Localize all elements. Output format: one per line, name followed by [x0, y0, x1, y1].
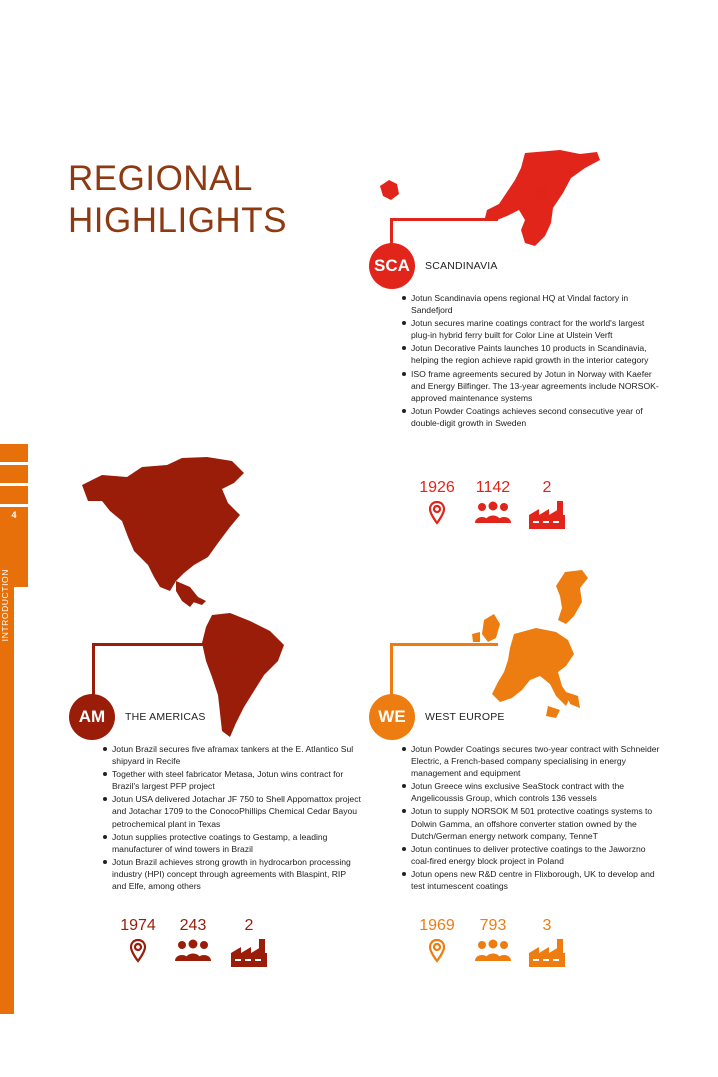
list-item: Jotun to supply NORSOK M 501 protective coatings systems to Dolwin Gamma, an offshore converter station owned by the Dutch/German energy network company, TenneT: [411, 805, 661, 841]
list-item: Jotun Decorative Paints launches 10 products in Scandinavia, helping the region achieve rapid growth in the interior category: [411, 342, 661, 366]
sidebar-tab[interactable]: [0, 444, 28, 462]
americas-name: THE AMERICAS: [125, 711, 206, 723]
scandinavia-year-stat: [412, 479, 462, 525]
west-europe-name: WEST EUROPE: [425, 711, 505, 723]
americas-employees-stat: [168, 917, 218, 961]
list-item: Jotun Scandinavia opens regional HQ at Vindal factory in Sandefjord: [411, 292, 661, 316]
west-europe-employees-stat: [468, 917, 518, 961]
americas-year-stat: [113, 917, 163, 963]
west-europe-connector: [390, 643, 498, 701]
sidebar-tab[interactable]: [0, 486, 28, 504]
page-title: [68, 158, 287, 242]
scandinavia-factories-stat: [524, 479, 570, 529]
list-item: Jotun USA delivered Jotachar JF 750 to Shell Appomattox project and Jotachar 1709 to the ConocoPhillips Chemical Cedar Bayou petrochemical plant in Texas: [112, 794, 361, 829]
scandinavia-badge: SCA: [369, 243, 415, 289]
scandinavia-employees-stat: [468, 479, 518, 523]
stat-value: 3: [542, 917, 552, 934]
west-europe-factories-stat: [524, 917, 570, 967]
list-item: Jotun Brazil secures five aframax tankers at the E. Atlantico Sul shipyard in Recife: [112, 743, 362, 767]
west-europe-bullets: [399, 743, 661, 893]
list-item: Jotun supplies protective coatings to Gestamp, a leading manufacturer of wind towers in Brazil: [112, 831, 362, 855]
sidebar: [0, 444, 28, 642]
americas-factories-stat: [226, 917, 272, 967]
factory-icon: [229, 939, 269, 967]
west-europe-badge: WE: [369, 694, 415, 740]
scandinavia-name: SCANDINAVIA: [425, 260, 498, 272]
people-icon: [474, 501, 512, 523]
stat-value: 1969: [419, 917, 455, 934]
people-icon: [474, 939, 512, 961]
stat-value: 1142: [475, 479, 511, 496]
section-label: INTRODUCTION: [0, 569, 10, 642]
list-item: Together with steel fabricator Metasa, Jotun wins contract for Brazil's largest PFP project: [112, 768, 362, 792]
list-item: Jotun Brazil achieves strong growth in hydrocarbon processing industry (HPI) concept through agreements with Blaspint, RIP and Elfe, among others: [112, 856, 362, 892]
americas-bullets: [100, 743, 362, 893]
list-item: Jotun Greece wins exclusive SeaStock contract with the Angelicoussis Group, which controls 136 vessels: [411, 780, 661, 804]
list-item: Jotun Powder Coatings achieves second consecutive year of double-digit growth in Sweden: [411, 405, 661, 429]
people-icon: [174, 939, 212, 961]
list-item: ISO frame agreements secured by Jotun in Norway with Kaefer and Energy Bilfinger. The 13-year agreements include NORSOK-approved maintenance systems: [411, 368, 661, 404]
factory-icon: [527, 501, 567, 529]
page-number: 4: [11, 510, 17, 520]
list-item: Jotun Powder Coatings secures two-year contract with Schneider Electric, a French-based company specialising in energy management and equipment: [411, 744, 660, 779]
stat-value: 243: [179, 917, 207, 934]
title-line-1: REGIONAL: [68, 159, 253, 198]
stat-value: 1926: [419, 479, 455, 496]
west-europe-year-stat: [412, 917, 462, 963]
stat-value: 1974: [120, 917, 156, 934]
location-pin-icon: [429, 501, 445, 525]
scandinavia-bullets: [399, 292, 661, 430]
factory-icon: [527, 939, 567, 967]
sidebar-tab[interactable]: [0, 465, 28, 483]
americas-connector: [92, 643, 217, 701]
location-pin-icon: [130, 939, 146, 963]
scandinavia-connector: [390, 218, 498, 247]
stat-value: 2: [542, 479, 552, 496]
americas-badge: AM: [69, 694, 115, 740]
sidebar-inner: [14, 587, 28, 1077]
stat-value: 793: [479, 917, 507, 934]
location-pin-icon: [429, 939, 445, 963]
stat-value: 2: [244, 917, 254, 934]
list-item: Jotun opens new R&D centre in Flixborough, UK to develop and test intumescent coatings: [411, 868, 661, 892]
title-line-2: HIGHLIGHTS: [68, 201, 287, 240]
list-item: Jotun secures marine coatings contract for the world's largest plug-in hybrid ferry built for Color Line at Ulstein Verft: [411, 317, 661, 341]
list-item: Jotun continues to deliver protective coatings to the Jaworzno coal-fired energy block project in Poland: [411, 843, 661, 867]
